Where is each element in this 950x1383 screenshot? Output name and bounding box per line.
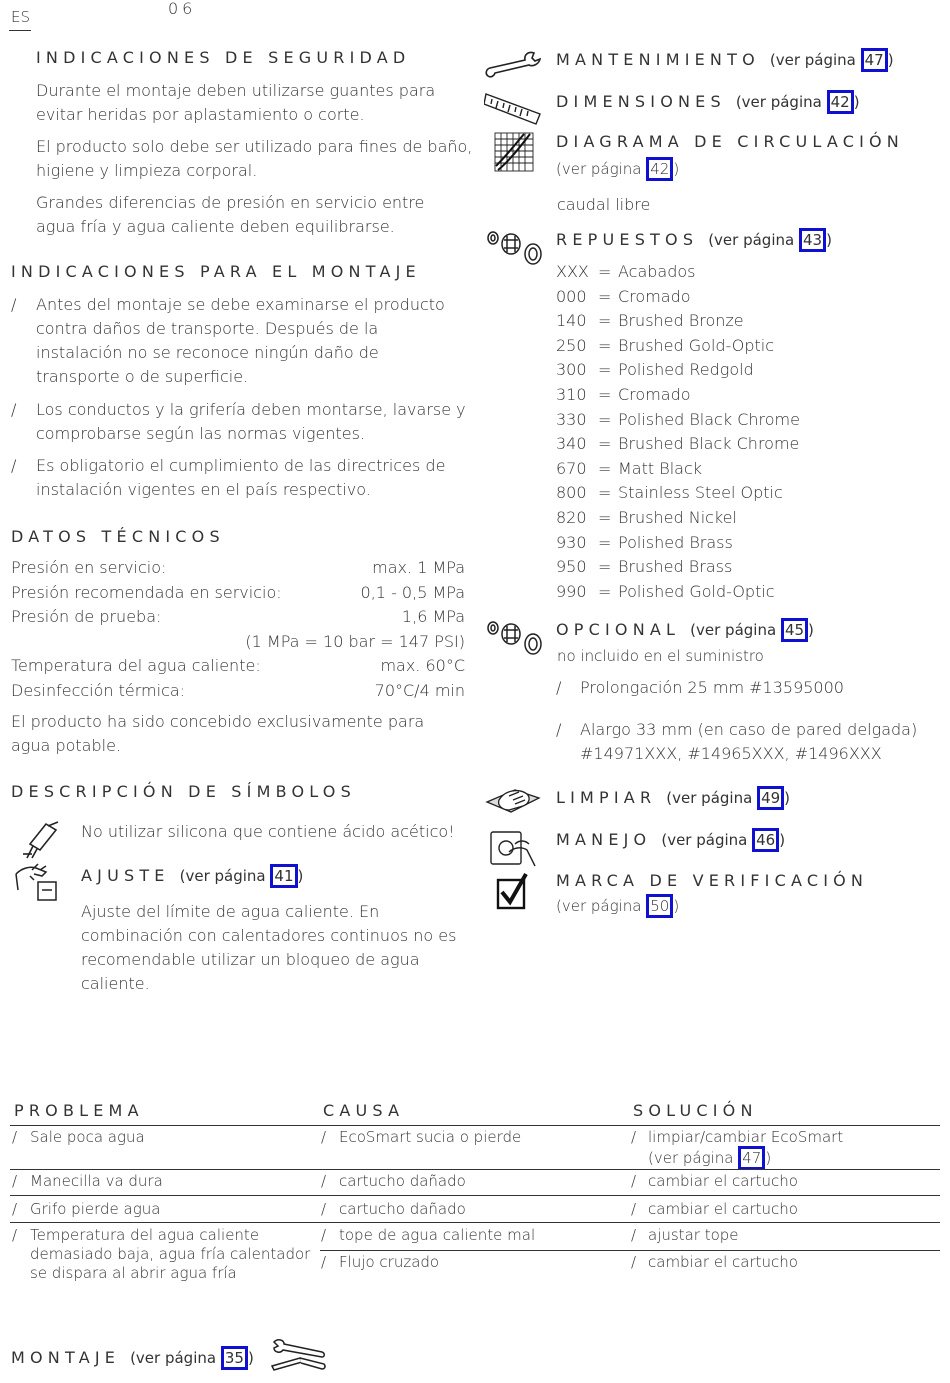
flow-note: caudal libre [557,195,651,214]
finish-eq: = [598,335,612,355]
finish-eq: = [598,483,612,503]
safety-paragraph: El producto solo debe ser utilizado para fines de baño, higiene y limpieza corporal. [36,137,473,180]
finish-eq: = [598,385,612,404]
tech-value: 1,6 MPa [401,607,465,626]
finish-eq: = [598,458,612,478]
problem-cell: Sale poca agua [30,1128,145,1146]
finish-code: XXX [556,262,589,281]
page-link-50[interactable]: 50 [646,894,673,918]
ref-text: (ver página [735,93,822,111]
column-header-cause: CAUSA [323,1101,405,1120]
bullet-slash: / [631,1253,637,1271]
montaje-heading [11,1346,254,1370]
handling-ref [661,831,785,849]
ref-close: ) [673,160,680,178]
ajuste-heading [81,864,303,888]
finish-name: Cromado [618,286,691,306]
wrench-icon [484,50,542,80]
check-ref [556,894,679,918]
solution-cell: cambiar el cartucho [648,1200,798,1218]
tools-icon [270,1336,328,1376]
table-divider [10,1195,940,1196]
cause-cell: cartucho dañado [339,1200,466,1218]
tech-row [11,605,465,629]
clean-heading [556,786,790,810]
mounting-item-text: Antes del montaje se debe examinarse el producto contra daños de transporte. Después de la instalación no se reconoce ningún daño de transporte o de superficie. [36,295,445,386]
page-link-42[interactable]: 42 [646,157,673,181]
problem-cell: Grifo pierde agua [30,1200,161,1218]
problem-cell: se dispara al abrir agua fría [30,1264,237,1282]
bullet-slash: / [631,1172,637,1190]
bullet-slash: / [631,1200,637,1218]
tech-value: (1 MPa = 10 bar = 147 PSI) [245,631,465,651]
bullet-slash: / [11,400,17,419]
ref-close: ) [673,897,680,915]
tech-label: Presión de prueba: [11,607,162,626]
finish-eq: = [598,286,612,306]
ref-close: ) [826,231,832,249]
dimensions-ref [736,93,860,111]
finish-code: 930 [556,532,587,552]
finish-code: 300 [556,360,587,380]
solution-cell: cambiar el cartucho [648,1172,798,1190]
solution-cell: ajustar tope [648,1226,739,1244]
finish-eq: = [598,557,612,577]
optional-item [556,718,946,766]
finish-name: Matt Black [618,458,703,478]
column-header-solution: SOLUCIÓN [633,1101,758,1120]
ref-text: (ver página [769,51,856,69]
dimensions-title: DIMENSIONES [556,92,726,111]
bullet-slash: / [11,456,17,475]
tech-value: max. 1 MPa [372,558,465,577]
cause-cell: Flujo cruzado [339,1253,440,1271]
finish-code: 670 [556,458,587,478]
ref-close: ) [808,621,814,639]
language-code: ES [11,8,30,26]
finish-eq: = [598,360,612,380]
montaje-ref [130,1349,254,1367]
ref-text: (ver página [708,231,795,249]
ruler-icon [484,90,542,126]
cause-cell: EcoSmart sucia o pierde [339,1128,522,1146]
optional-item [556,676,936,700]
finish-name: Brushed Bronze [618,311,744,331]
mounting-title: INDICACIONES PARA EL MONTAJE [11,262,421,281]
column-header-problem: PROBLEMA [14,1101,144,1120]
optional-item-text: Prolongación 25 mm #13595000 [580,678,844,697]
finish-eq: = [598,311,612,331]
ajuste-title: AJUSTE [81,866,170,885]
tech-row [11,556,465,580]
page-link-35[interactable]: 35 [221,1346,248,1370]
adjustment-icon [12,860,60,904]
tech-value: 70°C/4 min [374,680,465,700]
tech-title: DATOS TÉCNICOS [11,527,225,546]
ref-close: ) [784,789,791,807]
finish-eq: = [598,532,612,552]
safety-paragraph: Durante el montaje deben utilizarse guantes para evitar heridas por aplastamiento o corte. [36,81,436,124]
bullet-slash: / [11,295,17,314]
table-row [0,1171,950,1193]
ref-text: (ver página [556,897,642,915]
cleaning-hand-icon [485,784,543,824]
ref-close: ) [887,51,894,69]
finish-code: 950 [556,557,587,577]
ref-text: (ver página [690,621,777,639]
ref-text: (ver página [666,789,753,807]
tech-row [11,679,465,703]
handling-title: MANEJO [556,830,652,849]
bullet-slash: / [12,1226,18,1244]
mounting-item-text: Es obligatorio el cumplimiento de las directrices de instalación vigentes en el país respectivo. [36,456,446,499]
flow-title: DIAGRAMA DE CIRCULACIÓN [556,132,904,151]
finish-name: Polished Black Chrome [618,409,800,429]
finish-name: Brushed Black Chrome [618,434,800,454]
finish-eq: = [598,581,612,601]
finish-name: Polished Gold-Optic [618,581,775,601]
finish-code: 310 [556,385,587,404]
finish-eq: = [598,508,612,527]
safety-title: INDICACIONES DE SEGURIDAD [36,48,411,67]
finish-name: Brushed Brass [618,557,733,577]
solution-ref [648,1146,771,1170]
ref-text: (ver página [130,1349,217,1367]
bullet-slash: / [321,1226,327,1244]
clean-title: LIMPIAR [556,788,657,807]
mounting-item [11,398,466,446]
finish-eq: = [598,434,612,454]
tech-row [11,654,465,678]
cause-cell: tope de agua caliente mal [339,1226,536,1244]
safety-paragraph: Grandes diferencias de presión en servicio entre agua fría y agua caliente deben equilibrarse. [36,193,425,236]
mounting-item-text: Los conductos y la grifería deben montarse, lavarse y comprobarse según las normas vigentes. [36,400,466,443]
cause-cell: cartucho dañado [339,1172,466,1190]
bullet-slash: / [321,1200,327,1218]
finish-name: Polished Brass [618,532,733,552]
problem-cell: demasiado baja, agua fría calentador [30,1245,311,1263]
finish-name: Stainless Steel Optic [618,483,783,503]
tech-label: Presión en servicio: [11,558,167,577]
table-divider [10,1125,940,1126]
tech-row [11,630,465,654]
finish-code: 820 [556,508,587,527]
finish-code: 000 [556,286,587,306]
flow-diagram-icon [494,132,534,172]
bullet-slash: / [556,678,562,697]
finish-name: Cromado [618,385,691,404]
table-row [0,1199,950,1221]
optional-note: no incluido en el suministro [557,647,764,665]
ref-text: (ver página [661,831,748,849]
optional-ref [690,621,814,639]
bullet-slash: / [556,720,562,739]
parts-heading [556,228,832,252]
ajuste-ref [180,867,304,885]
finish-name: Brushed Gold-Optic [618,335,775,355]
finish-eq: = [598,409,612,429]
table-row [0,1225,950,1289]
tech-value: 0,1 - 0,5 MPa [360,582,465,602]
tech-label: Temperatura del agua caliente: [11,656,261,675]
page-link-42[interactable]: 42 [827,90,854,114]
ref-close: ) [247,1349,254,1367]
tech-note: El producto ha sido concebido exclusivamente para agua potable. [11,712,425,755]
maintenance-title: MANTENIMIENTO [556,50,760,69]
parts-ref [708,231,832,249]
ref-close: ) [779,831,786,849]
ref-close: ) [765,1149,772,1167]
ref-text: (ver página [648,1149,734,1167]
tech-label: Desinfección térmica: [11,680,186,700]
ref-text: (ver página [556,160,642,178]
header-underline [9,30,31,31]
finish-code: 340 [556,434,587,454]
spare-parts-icon [485,228,543,268]
finish-code: 140 [556,311,587,331]
solution-cell: limpiar/cambiar EcoSmart [648,1128,844,1146]
tech-row [11,581,465,605]
finish-code: 250 [556,335,587,355]
ref-close: ) [297,867,304,885]
maintenance-heading [556,48,894,72]
page-link-41[interactable]: 41 [270,864,297,888]
symbols-title: DESCRIPCIÓN DE SÍMBOLOS [11,782,356,801]
clean-ref [666,789,790,807]
finish-name: Brushed Nickel [618,508,737,527]
optional-parts-icon [485,618,543,658]
ajuste-text: Ajuste del límite de agua caliente. En combinación con calentadores continuos no es recomendable utilizar un bloqueo de agua caliente. [81,902,457,993]
bullet-slash: / [631,1128,637,1146]
problem-cell: Temperatura del agua caliente [30,1226,260,1244]
troubleshoot-table [0,1095,950,1295]
page-link-46[interactable]: 46 [752,828,779,852]
page-link-43[interactable]: 43 [799,228,826,252]
handling-icon [489,826,539,870]
tech-value: max. 60°C [380,656,465,675]
bullet-slash: / [12,1128,18,1146]
page-number: 06 [168,0,197,18]
check-title: MARCA DE VERIFICACIÓN [556,871,869,890]
table-divider [10,1222,940,1223]
bullet-slash: / [12,1172,18,1190]
bullet-slash: / [12,1200,18,1218]
optional-heading [556,618,814,642]
maintenance-ref [770,51,894,69]
checkmark-icon [496,872,530,910]
mounting-item [11,293,466,389]
mounting-item [11,454,466,502]
bullet-slash: / [321,1128,327,1146]
tech-label: Presión recomendada en servicio: [11,582,282,602]
optional-title: OPCIONAL [556,620,681,639]
page-link-45[interactable]: 45 [781,618,808,642]
finish-code: 990 [556,581,587,601]
optional-item-text: Alargo 33 mm (en caso de pared delgada) [580,720,918,739]
finish-eq: = [598,262,612,281]
silicone-warning: No utilizar silicona que contiene ácido acético! [81,822,455,841]
montaje-title: MONTAJE [11,1348,121,1367]
table-divider [10,1169,940,1170]
optional-item-text: #14971XXX, #14965XXX, #1496XXX [580,744,882,763]
flow-ref [556,157,679,181]
solution-cell: cambiar el cartucho [648,1253,798,1271]
bullet-slash: / [631,1226,637,1244]
ref-text: (ver página [179,867,266,885]
finish-name: Polished Redgold [618,360,754,380]
table-divider [320,1250,940,1251]
page-link-47[interactable]: 47 [738,1146,765,1170]
finish-code: 330 [556,409,587,429]
table-row [0,1127,950,1167]
problem-cell: Manecilla va dura [30,1172,163,1190]
dimensions-heading [556,90,860,114]
bullet-slash: / [321,1253,327,1271]
finish-name: Acabados [618,262,696,281]
parts-title: REPUESTOS [556,230,699,249]
page-link-49[interactable]: 49 [757,786,784,810]
ref-close: ) [853,93,860,111]
bullet-slash: / [321,1172,327,1190]
handling-heading [556,828,785,852]
silicone-gun-icon [18,820,60,862]
finish-code: 800 [556,483,587,503]
page-link-47[interactable]: 47 [861,48,888,72]
